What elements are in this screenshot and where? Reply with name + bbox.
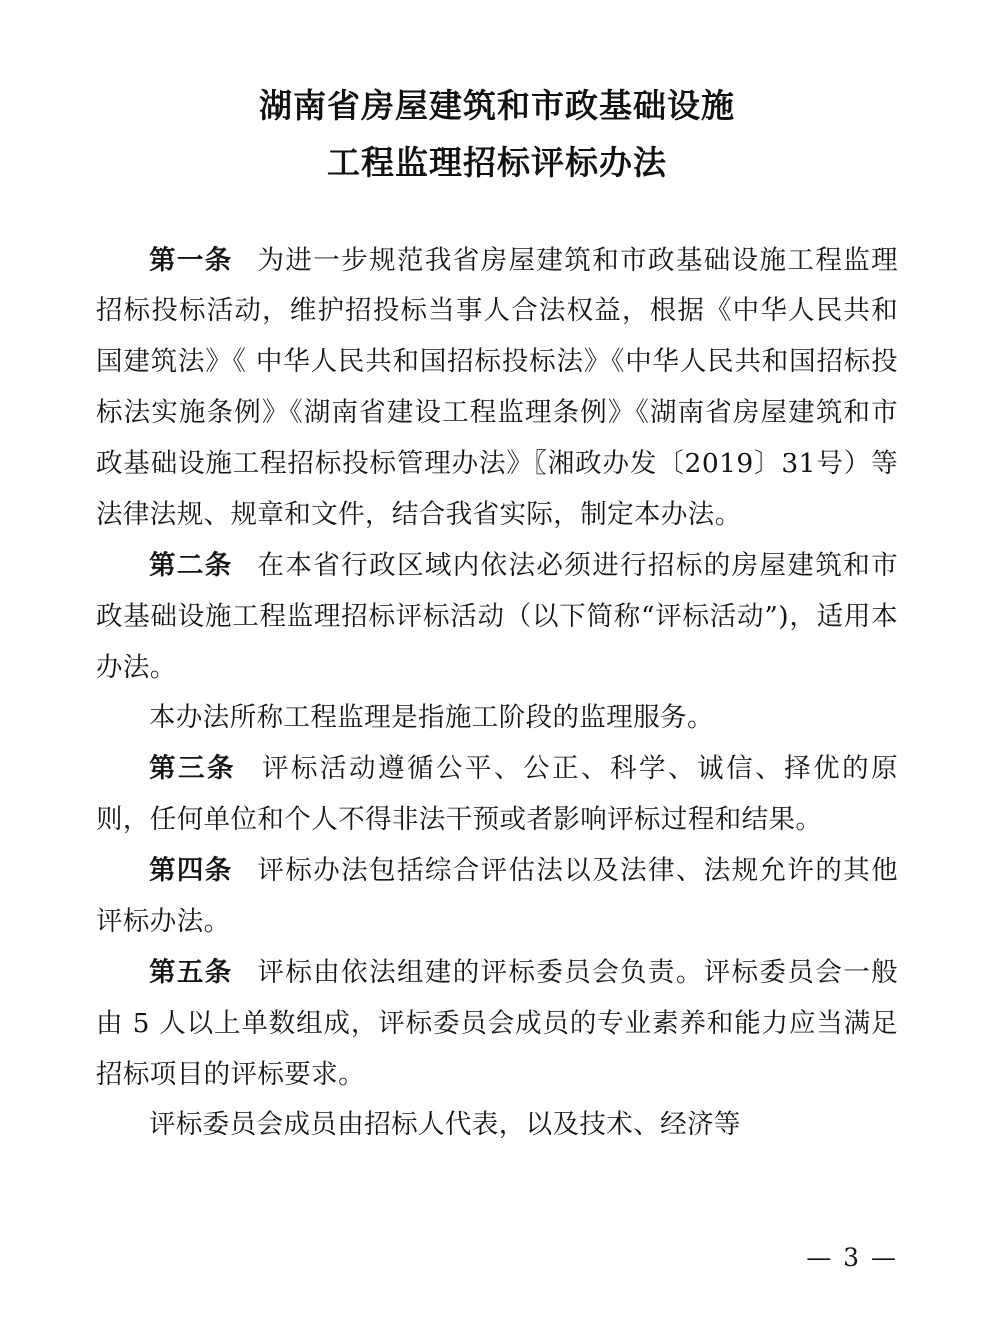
article-text-3: 评标活动遵循公平、公正、科学、诚信、择优的原则，任何单位和个人不得非法干预或者影响评标过程和结果。 [96, 753, 898, 836]
page-number: — 3 — [806, 1243, 898, 1272]
article-text-4: 评标办法包括综合评估法以及法律、法规允许的其他评标办法。 [96, 855, 898, 937]
article-label-1: 第一条 [149, 244, 233, 276]
paragraph-note-2 [96, 1100, 898, 1151]
article-label-3: 第三条 [149, 753, 237, 785]
title-line-1: 湖南省房屋建筑和市政基础设施 [259, 86, 735, 125]
paragraph-article-3 [96, 744, 898, 846]
paragraph-note-1 [96, 693, 898, 744]
title-line-2: 工程监理招标评标办法 [327, 142, 667, 182]
paragraph-article-5 [96, 948, 898, 1101]
note-text-2: 评标委员会成员由招标人代表，以及技术、经济等 [149, 1109, 741, 1141]
article-text-2: 在本省行政区域内依法必须进行招标的房屋建筑和市政基础设施工程监理招标评标活动（以下简称“评标活动”)，适用本办法。 [96, 549, 898, 683]
page-title [96, 78, 898, 192]
document-body [96, 236, 898, 1152]
paragraph-article-4 [96, 846, 898, 948]
note-text-1: 本办法所称工程监理是指施工阶段的监理服务。 [149, 702, 714, 734]
article-text-5: 评标由依法组建的评标委员会负责。评标委员会一般由 5 人以上单数组成，评标委员会成员的专业素养和能力应当满足招标项目的评标要求。 [96, 956, 898, 1090]
paragraph-article-2 [96, 541, 898, 694]
article-label-2: 第二条 [149, 549, 233, 581]
article-label-4: 第四条 [149, 855, 233, 886]
article-text-1: 为进一步规范我省房屋建筑和市政基础设施工程监理招标投标活动，维护招投标当事人合法权益，根据《中华人民共和国建筑法》《 中华人民共和国招标投标法》《中华人民共和国招标投标法实施条例》《湖南省建设工程监理条例》《湖南省房屋建筑和市政基础设施工程招标投标管理办法》〖湘政办发〔2019〕31号）等法律法规、规章和文件，结合我省实际，制定本办法。 [96, 244, 898, 530]
paragraph-article-1 [96, 236, 898, 541]
article-label-5: 第五条 [149, 956, 233, 988]
